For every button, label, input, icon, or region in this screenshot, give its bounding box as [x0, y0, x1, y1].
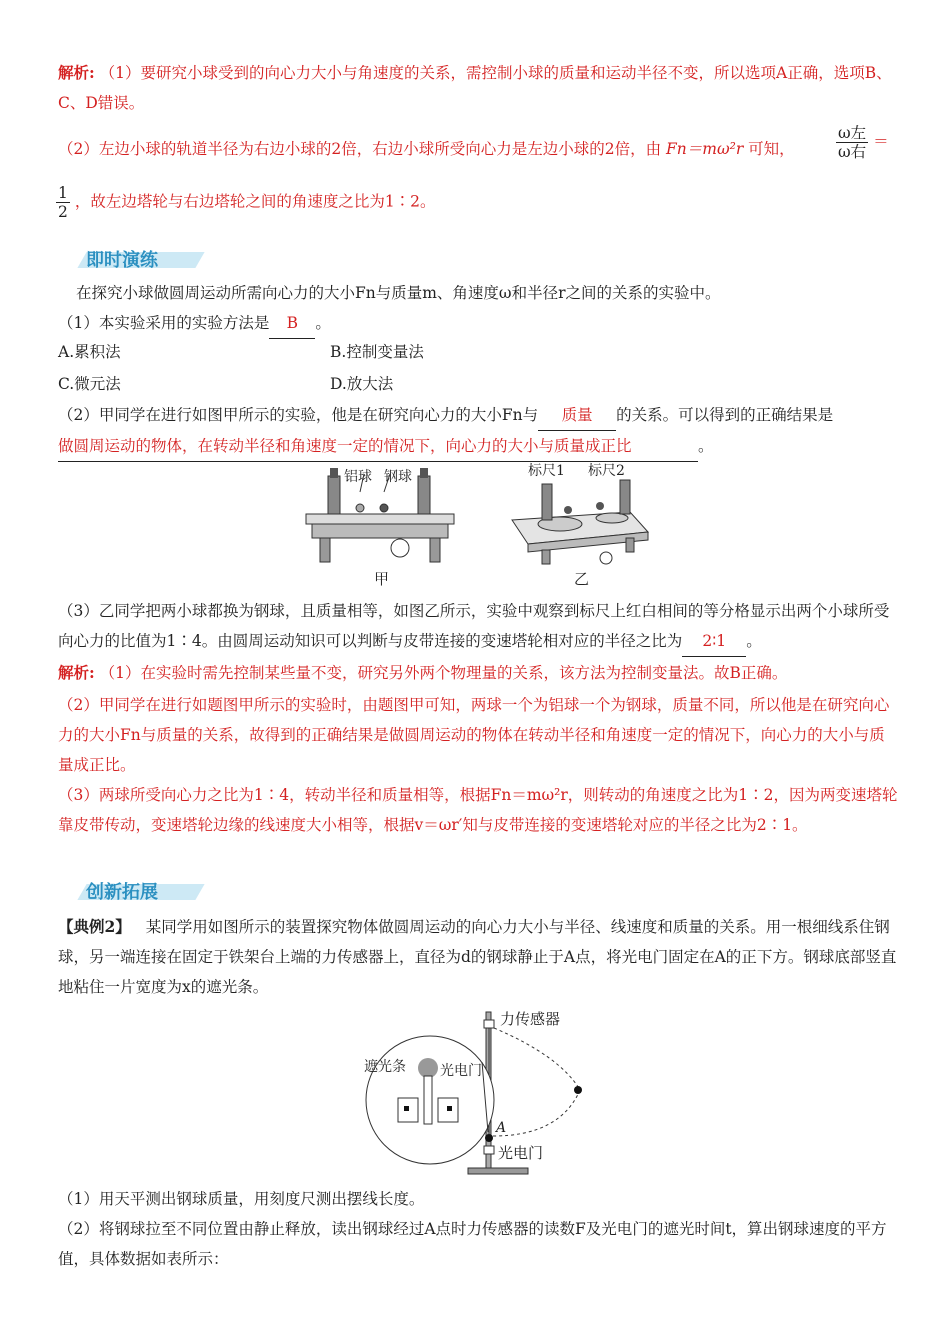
question-1: （1）本实验采用的实验方法是 B 。: [58, 308, 898, 339]
analysis-2-p3: （3）两球所受向心力之比为1∶4，转动半径和质量相等，根据Fn＝mω²r，则转动的角速度之比为1∶2，因为两变速塔轮靠皮带传动，变速塔轮边缘的线速度大小相等，根据v＝ωr′知与皮带连接的变速塔轮对应的半径之比为2∶1。: [58, 786, 898, 834]
caption-yi: 乙: [574, 570, 590, 588]
label-ruler-1: 标尺1: [528, 463, 565, 479]
step-1: （1）用天平测出钢球质量，用刻度尺测出摆线长度。: [58, 1190, 425, 1208]
section-title-innovation: 创新拓展: [62, 878, 202, 904]
analysis-1-p2-end: $\frac{1}{2}$ ，故左边塔轮与右边塔轮之间的角速度之比为1∶2。: [58, 184, 436, 221]
example-2-stem: 【典例2】 某同学用如图所示的装置探究物体做圆周运动的向心力大小与半径、线速度和质量的关系。用一根细线系住钢球，另一端连接在固定于铁架台上端的力传感器上，直径为d的钢球静止于A点，将光电门固定在A的正下方。钢球底部竖直地粘住一片宽度为x的遮光条。: [58, 917, 897, 996]
analysis-label-2: 解析:: [58, 663, 95, 682]
label-ruler-2: 标尺2: [588, 463, 625, 479]
section-title-practice: 即时演练: [62, 246, 202, 272]
caption-jia: 甲: [374, 570, 390, 588]
label-photogate-inset: 光电门: [440, 1063, 482, 1079]
question-2: （2）甲同学在进行如图甲所示的实验，他是在研究向心力的大小Fn与 质量 的关系。可以得到的正确结果是 做圆周运动的物体，在转动半径和角速度一定的情况下，向心力的大小与质量成正比 。: [58, 400, 898, 462]
label-photogate: 光电门: [498, 1144, 544, 1162]
option-c: C.微元法: [58, 375, 121, 393]
example-tag: 【典例2】: [58, 917, 131, 936]
answer-q2-1: 质量: [538, 400, 616, 431]
label-shade-strip: 遮光条: [364, 1059, 406, 1075]
label-al-ball: 铝球: [344, 469, 372, 485]
figure-yi-apparatus: [502, 474, 652, 570]
label-force-sensor: 力传感器: [500, 1010, 561, 1028]
option-b: B.控制变量法: [330, 343, 424, 361]
answer-q1: B: [269, 308, 315, 339]
option-a: A.累积法: [58, 343, 121, 361]
label-point-a: A: [496, 1120, 507, 1136]
step-2: （2）将钢球拉至不同位置由静止释放，读出钢球经过A点时力传感器的读数F及光电门的遮光时间t，算出钢球速度的平方值，具体数据如表所示：: [58, 1220, 887, 1268]
omega-fraction: $\frac{\text{ω左}}{\text{ω右}}$ ＝: [838, 124, 889, 161]
analysis-2-p2: （2）甲同学在进行如题图甲所示的实验时，由题图甲可知，两球一个为铝球一个为钢球，质量不同，所以他是在研究向心力的大小Fn与质量的关系，故得到的正确结果是做圆周运动的物体在转动半径和角速度一定的情况下，向心力的大小与质量成正比。: [58, 696, 890, 774]
analysis-label: 解析:: [58, 63, 95, 82]
question-3: （3）乙同学把两小球都换为钢球，且质量相等，如图乙所示，实验中观察到标尺上红白相间的等分格显示出两个小球所受向心力的比值为1∶4。由圆周运动知识可以判断与皮带连接的变速塔轮相对应的半径之比为 2∶1 。: [58, 596, 898, 657]
label-steel-ball: 钢球: [384, 469, 412, 485]
analysis-1-p1: 解析: （1）要研究小球受到的向心力大小与角速度的关系，需控制小球的质量和运动半径不变，所以选项A正确，选项B、C、D错误。: [58, 63, 892, 112]
option-d: D.放大法: [330, 375, 394, 393]
figure-pendulum-apparatus: [360, 1006, 610, 1178]
analysis-2-p1: 解析: （1）在实验时需先控制某些量不变，研究另外两个物理量的关系，该方法为控制变量法。故B正确。: [58, 663, 788, 682]
figure-jia-apparatus: [300, 462, 460, 572]
exercise-stem: 在探究小球做圆周运动所需向心力的大小Fn与质量m、角速度ω和半径r之间的关系的实验中。: [76, 284, 721, 302]
answer-q3: 2∶1: [682, 626, 746, 657]
analysis-1-p2: （2）左边小球的轨道半径为右边小球的2倍，右边小球所受向心力是左边小球的2倍，由 Fn＝mω²r 可知，: [58, 140, 795, 158]
answer-q2-2: 做圆周运动的物体，在转动半径和角速度一定的情况下，向心力的大小与质量成正比: [58, 431, 698, 462]
